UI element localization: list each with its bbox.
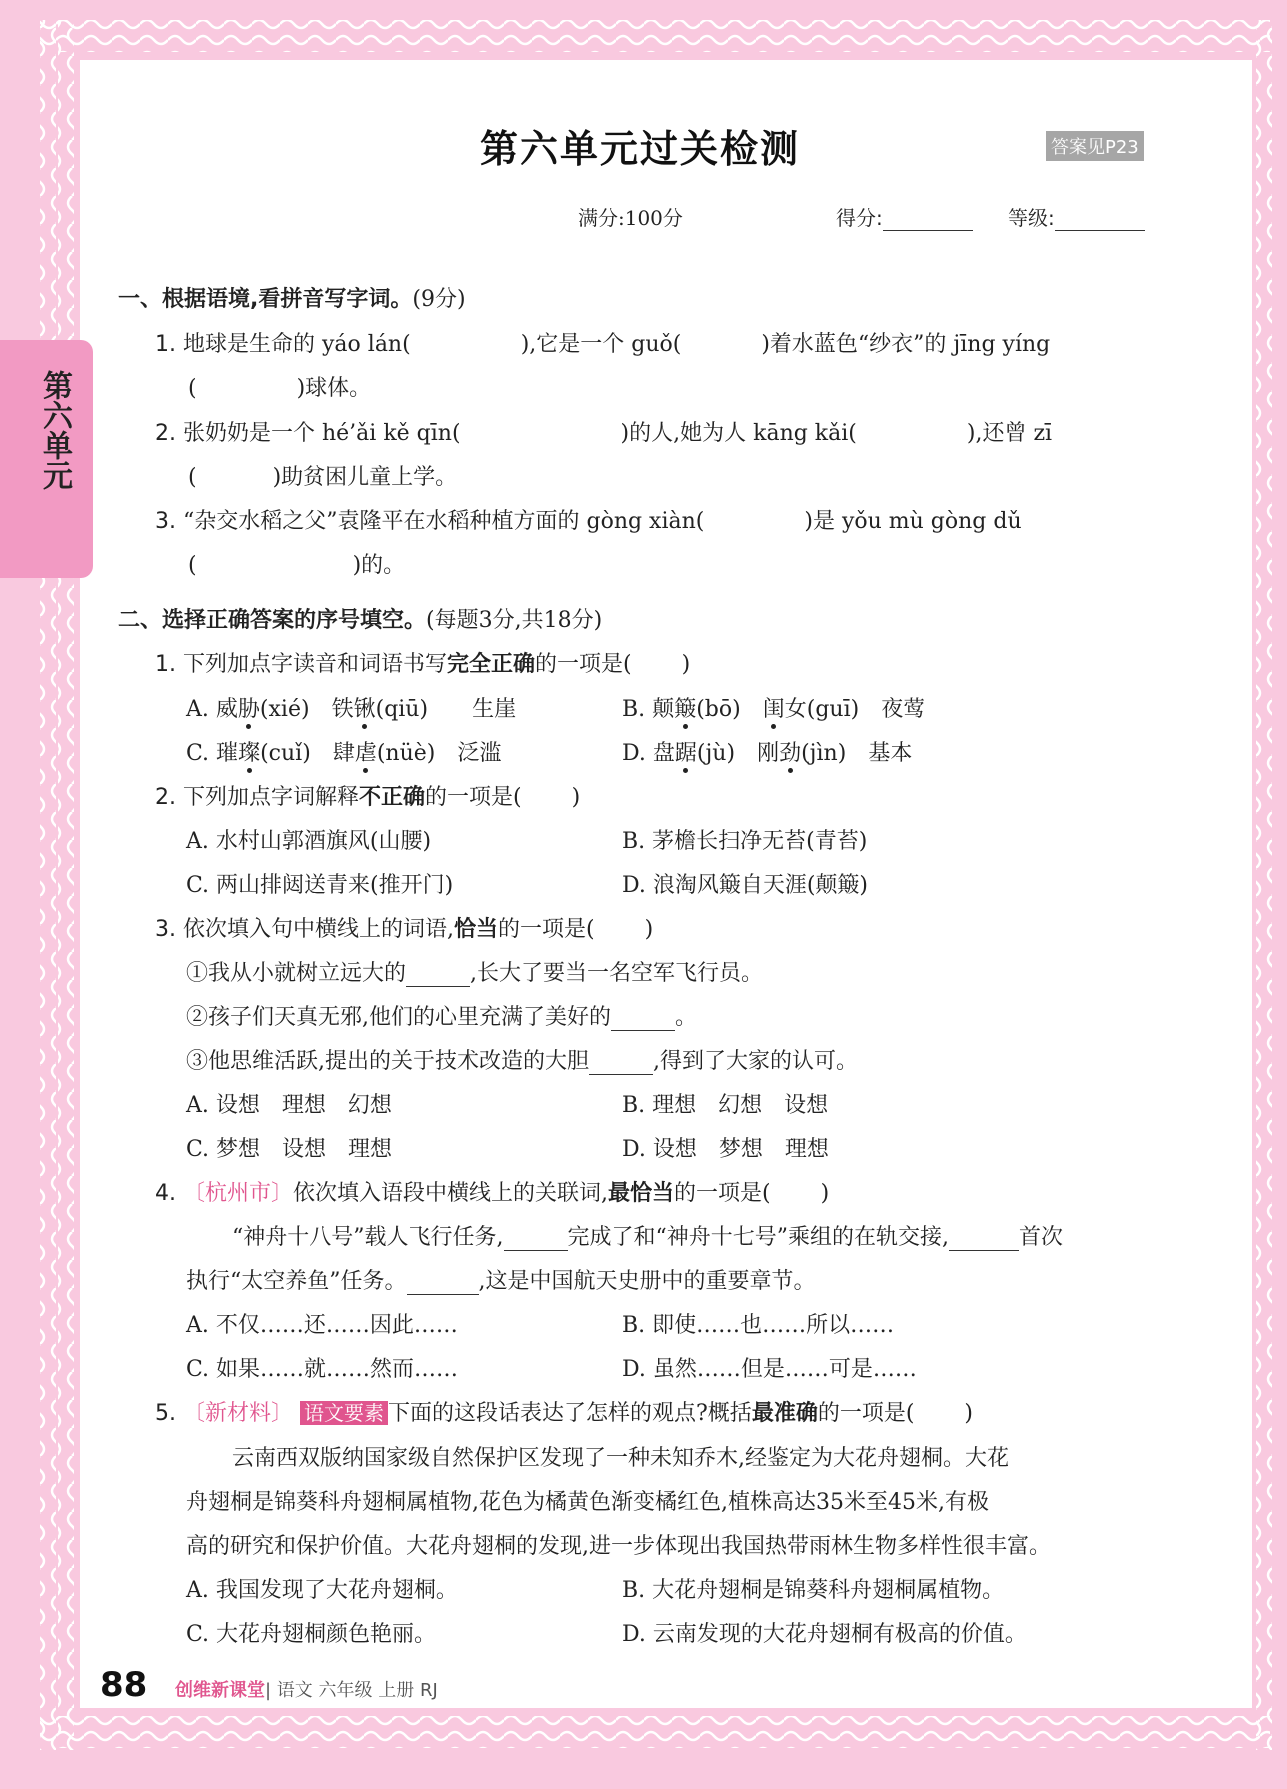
s2-q2-option-b[interactable]: B. 茅檐长扫净无苔(青苔): [622, 829, 868, 854]
pinyin: (xié): [259, 697, 310, 722]
char: 肆: [332, 741, 355, 766]
passage-text: 完成了和“神舟十七号”乘组的在轨交接,: [567, 1225, 949, 1250]
s1-q1-part-b: ),它是一个 guǒ(: [520, 332, 682, 357]
dotted-char: 闺: [763, 692, 785, 723]
s2-q4-option-c[interactable]: C. 如果……就……然而……: [186, 1357, 459, 1382]
pinyin: (nüè): [376, 741, 436, 766]
s2-q5-option-d[interactable]: D. 云南发现的大花舟翅桐有极高的价值。: [622, 1622, 1027, 1647]
char: 铁: [331, 697, 354, 722]
stem-text: 依次填入句中横线上的词语,: [183, 917, 454, 942]
section-2-title: 二、选择正确答案的序号填空。: [118, 608, 427, 633]
s1-q3-part-d: )的。: [352, 553, 406, 578]
stem-text: ): [644, 917, 654, 942]
score-blank[interactable]: [883, 210, 973, 231]
question-number: 1.: [155, 652, 176, 677]
stem-text: 依次填入语段中横线上的关联词,: [293, 1181, 609, 1206]
question-number: 4.: [155, 1181, 176, 1206]
stem-text: ): [820, 1181, 830, 1206]
s2-q5-passage-line2: 舟翅桐是锦葵科舟翅桐属植物,花色为橘黄色渐变橘红色,植株高达35米至45米,有极: [186, 1490, 989, 1515]
stem-text: 下列加点字词解释: [183, 785, 360, 810]
s2-q5-stem: [155, 1396, 973, 1427]
stem-text: 下面的这段话表达了怎样的观点?概括: [388, 1401, 752, 1426]
passage-text: “神舟十八号”载人飞行任务,: [232, 1225, 504, 1250]
sentence-text: ,长大了要当一名空军飞行员。: [470, 961, 764, 986]
section-1-title: 一、根据语境,看拼音写字词。: [118, 287, 413, 312]
fill-blank[interactable]: [589, 1052, 653, 1075]
stem-emphasis: 完全正确: [447, 652, 536, 677]
region-tag: 〔杭州市〕: [183, 1181, 294, 1206]
s2-q1-stem: [155, 647, 690, 678]
s1-q2-part-a: 张奶奶是一个 hé’ǎi kě qīn(: [183, 421, 461, 446]
s1-q2-part-c: ),还曾 zī: [966, 421, 1053, 446]
s1-q1-line1: [155, 327, 1050, 358]
s2-q4-stem: [155, 1176, 829, 1207]
grade-blank[interactable]: [1055, 210, 1145, 231]
s2-q1-option-b[interactable]: [622, 692, 925, 723]
sentence-text: ,得到了大家的认可。: [653, 1049, 858, 1074]
page-number: 88: [100, 1665, 148, 1705]
s1-q1-part-a: 地球是生命的 yáo lán(: [183, 332, 411, 357]
question-number: 2.: [155, 785, 176, 810]
stem-text: ): [571, 785, 581, 810]
fill-blank[interactable]: [611, 1008, 675, 1031]
unit-side-tab: [0, 340, 93, 578]
stem-text: 的一项是(: [674, 1181, 771, 1206]
s2-q4-passage-line1: [232, 1220, 1063, 1251]
stem-emphasis: 不正确: [359, 785, 426, 810]
s2-q2-option-a[interactable]: A. 水村山郭酒旗风(山腰): [186, 829, 432, 854]
stem-text: 的一项是(: [817, 1401, 915, 1426]
question-number: 1.: [155, 332, 176, 357]
s2-q5-passage-line1: 云南西双版纳国家级自然保护区发现了一种未知乔木,经鉴定为大花舟翅桐。大花: [232, 1446, 1009, 1471]
s1-q1-part-e: )球体。: [296, 376, 372, 401]
pinyin: (cuǐ): [260, 741, 311, 766]
s2-q3-option-c[interactable]: C. 梦想 设想 理想: [186, 1137, 393, 1162]
s2-q5-option-c[interactable]: C. 大花舟翅桐颜色艳丽。: [186, 1622, 437, 1647]
stem-emphasis: 最准确: [751, 1401, 818, 1426]
s2-q4-option-a[interactable]: A. 不仅……还……因此……: [186, 1313, 458, 1338]
score-field: [836, 202, 973, 231]
stem-text: 的一项是(: [498, 917, 595, 942]
fill-blank[interactable]: [504, 1228, 568, 1251]
s2-q3-sentence-2: [186, 1000, 697, 1031]
answer-reference-badge: 答案见P23: [1046, 131, 1144, 161]
s1-q2-line2: [188, 460, 457, 491]
s2-q3-option-a[interactable]: A. 设想 理想 幻想: [186, 1093, 392, 1118]
dotted-char: 璨: [238, 736, 260, 767]
word: 基本: [868, 741, 913, 766]
option-letter: B.: [622, 697, 646, 722]
s2-q4-option-d[interactable]: D. 虽然……但是……可是……: [622, 1357, 917, 1382]
passage-text: 首次: [1019, 1225, 1064, 1250]
s1-q1-line2: [188, 371, 371, 402]
question-number: 5.: [155, 1401, 176, 1426]
pinyin: (bō): [696, 697, 741, 722]
side-tab-label: 第六单元: [37, 370, 72, 490]
s1-q1-part-c: )着水蓝色“纱衣”的 jīng yíng: [761, 332, 1051, 357]
dotted-char: 踞: [675, 736, 697, 767]
char: 盘: [652, 741, 675, 766]
stem-text: 的一项是(: [425, 785, 522, 810]
stem-text: 下列加点字读音和词语书写: [183, 652, 448, 677]
char: 颠: [652, 697, 675, 722]
footer-book-info: | 语文 六年级 上册 RJ: [265, 1680, 438, 1701]
stem-text: 的一项是(: [535, 652, 632, 677]
dotted-char: 锹: [354, 692, 376, 723]
s2-q2-option-c[interactable]: C. 两山排闼送青来(推开门): [186, 873, 454, 898]
char: 刚: [757, 741, 780, 766]
word: 生崖: [472, 697, 517, 722]
s2-q3-sentence-1: [186, 956, 763, 987]
s1-q2-part-d: (: [188, 465, 197, 490]
page-title: 第六单元过关检测: [480, 127, 801, 171]
s2-q5-option-b[interactable]: B. 大花舟翅桐是锦葵科舟翅桐属植物。: [622, 1578, 1005, 1603]
s1-q3-line2: [188, 548, 405, 579]
question-number: 2.: [155, 421, 176, 446]
dotted-char: 簸: [674, 692, 696, 723]
word: 夜莺: [881, 697, 926, 722]
dotted-char: 虐: [355, 736, 377, 767]
s2-q3-option-b[interactable]: B. 理想 幻想 设想: [622, 1093, 829, 1118]
s2-q2-option-d[interactable]: D. 浪淘风簸自天涯(颠簸): [622, 873, 869, 898]
s2-q3-option-d[interactable]: D. 设想 梦想 理想: [622, 1137, 829, 1162]
language-element-badge: 语文要素: [300, 1401, 388, 1425]
pinyin: (jù): [696, 741, 736, 766]
footer-brand: 创维新课堂: [175, 1680, 265, 1701]
dotted-char: 胁: [238, 692, 260, 723]
s1-q3-part-c: (: [188, 553, 197, 578]
pinyin: (qiū): [375, 697, 429, 722]
s1-q2-part-e: )助贫困儿童上学。: [272, 465, 458, 490]
s2-q1-option-c[interactable]: [186, 736, 501, 767]
passage-text: ,这是中国航天史册中的重要章节。: [478, 1269, 816, 1294]
stem-emphasis: 最恰当: [608, 1181, 675, 1206]
stem-text: ): [964, 1401, 974, 1426]
char: 威: [215, 697, 238, 722]
section-2-heading: [118, 603, 602, 634]
option-letter: D.: [622, 741, 646, 766]
option-letter: A.: [186, 697, 209, 722]
s1-q2-line1: [155, 416, 1052, 447]
s2-q3-stem: [155, 912, 653, 943]
s2-q3-sentence-3: [186, 1044, 858, 1075]
stem-text: ): [681, 652, 691, 677]
dotted-char: 劲: [779, 736, 801, 767]
s1-q3-line1: [155, 504, 1022, 535]
fill-blank[interactable]: [406, 964, 470, 987]
s2-q4-passage-line2: [186, 1264, 816, 1295]
grade-label: 等级:: [1008, 206, 1055, 230]
sentence-text: 。: [675, 1005, 698, 1030]
question-number: 3.: [155, 917, 176, 942]
new-material-tag: 〔新材料〕: [183, 1401, 294, 1426]
s1-q2-part-b: )的人,她为人 kāng kǎi(: [620, 421, 857, 446]
option-letter: C.: [186, 741, 210, 766]
s2-q5-passage-line3: 高的研究和保护价值。大花舟翅桐的发现,进一步体现出我国热带雨林生物多样性很丰富。: [186, 1534, 1051, 1559]
score-label: 得分:: [836, 206, 883, 230]
grade-field: [1008, 202, 1145, 231]
question-number: 3.: [155, 509, 176, 534]
s1-q1-part-d: (: [188, 376, 197, 401]
fill-blank[interactable]: [407, 1272, 479, 1295]
s2-q1-option-d[interactable]: [622, 736, 912, 767]
full-score-text: 满分:100分: [578, 206, 683, 230]
pinyin: 女(guī): [784, 697, 860, 722]
fill-blank[interactable]: [949, 1228, 1019, 1251]
footer-info: [175, 1676, 438, 1702]
s1-q3-part-b: )是 yǒu mù gòng dǔ: [804, 509, 1022, 534]
stem-emphasis: 恰当: [454, 917, 499, 942]
sentence-text: ②孩子们天真无邪,他们的心里充满了美好的: [186, 1005, 611, 1030]
s2-q4-option-b[interactable]: B. 即使……也……所以……: [622, 1313, 895, 1338]
sentence-text: ③他思维活跃,提出的关于技术改造的大胆: [186, 1049, 589, 1074]
passage-text: 执行“太空养鱼”任务。: [186, 1269, 407, 1294]
section-1-points: (9分): [412, 287, 466, 312]
section-2-points: (每题3分,共18分): [426, 608, 603, 633]
s2-q2-stem: [155, 780, 580, 811]
char: 璀: [216, 741, 239, 766]
s1-q3-part-a: “杂交水稻之父”袁隆平在水稻种植方面的 gòng xiàn(: [183, 509, 705, 534]
pinyin: (jìn): [801, 741, 847, 766]
s2-q5-option-a[interactable]: A. 我国发现了大花舟翅桐。: [186, 1578, 458, 1603]
section-1-heading: [118, 282, 466, 313]
s2-q1-option-a[interactable]: [186, 692, 516, 723]
word: 泛滥: [457, 741, 502, 766]
sentence-text: ①我从小就树立远大的: [186, 961, 407, 986]
